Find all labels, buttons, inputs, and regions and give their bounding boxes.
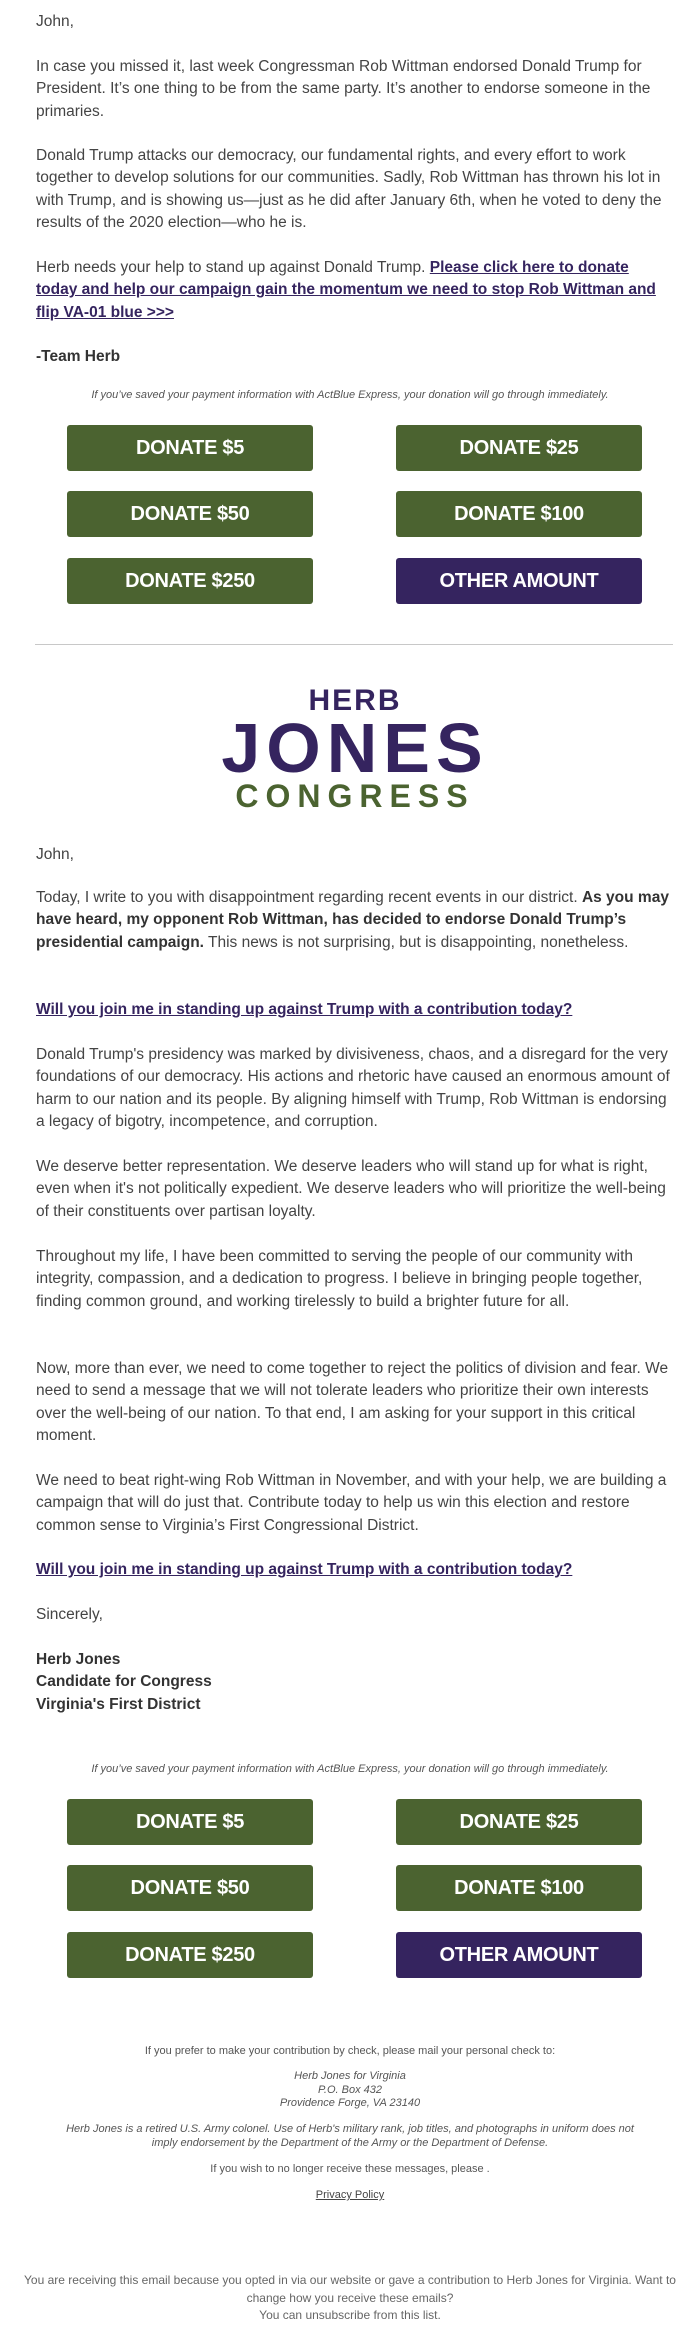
letter-paragraph-6: We need to beat right-wing Rob Wittman in November, and with your help, we are building a campaign that will do just that. Contribute today to help us win this election and restore common sense to Virginia’s First Congressional District. — [36, 1472, 667, 1534]
other-amount-button[interactable]: OTHER AMOUNT — [396, 1932, 642, 1978]
logo-jones: JONES — [221, 709, 489, 787]
donate-250-button[interactable]: DONATE $250 — [67, 558, 313, 604]
donate-5-button[interactable]: DONATE $5 — [67, 1799, 313, 1845]
signature-title: Candidate for Congress — [36, 1673, 212, 1691]
optin-text: You are receiving this email because you opted in via our website or gave a contribution to Herb Jones for Virginia. Want to change how you receive these emails? — [24, 2273, 676, 2305]
p1-bold: As you may have heard, my opponent Rob Wittman, has decided to endorse Donald Trump’s presidential campaign. — [36, 889, 669, 951]
privacy-policy-link[interactable]: Privacy Policy — [315, 2189, 385, 2201]
actblue-note-2: If you’ve saved your payment information with ActBlue Express, your donation will go through immediately. — [91, 1763, 609, 1775]
letter-paragraph-2: Donald Trump's presidency was marked by divisiveness, chaos, and a disregard for the very foundations of our democracy. His actions and rhetoric have caused an enormous amount of harm to our nation and its people. By aligning himself with Trump, Rob Wittman is endorsing a legacy of bigotry, incompetence, and corruption. — [36, 1046, 670, 1130]
donate-50-button[interactable]: DONATE $50 — [67, 491, 313, 537]
p1-tail: This news is not surprising, but is disappointing, nonetheless. — [203, 933, 629, 951]
signature-district: Virginia's First District — [36, 1695, 201, 1713]
actblue-note: If you’ve saved your payment information with ActBlue Express, your donation will go through immediately. — [91, 389, 609, 401]
optin-footer — [20, 2272, 680, 2325]
unsubscribe-line[interactable]: You can unsubscribe from this list. — [259, 2308, 441, 2322]
intro-text: Herb needs your help to stand up against Donald Trump. — [36, 259, 430, 276]
campaign-logo — [220, 684, 490, 814]
letter-paragraph-1 — [36, 887, 672, 954]
letter-paragraph-4: Throughout my life, I have been committed to serving the people of our community with integrity, compassion, and a dedication to progress. I believe in bringing people together, finding common ground, and working tirelessly to build a brighter future for all. — [36, 1248, 643, 1310]
letter-paragraph-5: Now, more than ever, we need to come together to reject the politics of division and fear. We need to send a message that we will not tolerate leaders who prioritize their own interests over the well-being of our nation. To that end, I am asking for your support in this critical moment. — [36, 1360, 669, 1444]
donate-250-button[interactable]: DONATE $250 — [67, 1932, 313, 1978]
privacy-policy-paragraph — [0, 2189, 700, 2203]
cta-paragraph-1 — [36, 999, 672, 1021]
donate-100-button[interactable]: DONATE $100 — [396, 1865, 642, 1911]
signoff: -Team Herb — [36, 348, 121, 365]
intro-paragraph-3 — [36, 257, 672, 324]
signature — [36, 1649, 672, 1716]
donate-5-button[interactable]: DONATE $5 — [67, 425, 313, 471]
check-instructions: If you prefer to make your contribution by check, please mail your personal check to: — [144, 2045, 556, 2057]
cta-link-2[interactable]: Will you join me in standing up against Trump with a contribution today? — [36, 1561, 573, 1578]
logo-congress: CONGRESS — [235, 778, 475, 814]
letter-paragraph-3: We deserve better representation. We deserve leaders who will stand up for what is right, even when it's not politically expedient. We deserve leaders who will prioritize the well-being of their constituents over partisan loyalty. — [36, 1158, 666, 1220]
logo-herb: HERB — [308, 684, 402, 717]
address-line: Herb Jones for Virginia — [294, 2070, 406, 2082]
cta-link-1[interactable]: Will you join me in standing up against Trump with a contribution today? — [36, 1001, 573, 1018]
mailing-address — [0, 2070, 700, 2111]
donate-25-button[interactable]: DONATE $25 — [396, 425, 642, 471]
intro-paragraph-1: In case you missed it, last week Congressman Rob Wittman endorsed Donald Trump for President. It’s one thing to be from the same party. It’s another to endorse someone in the primaries. — [36, 58, 651, 120]
cta-paragraph-2 — [36, 1559, 672, 1581]
donate-25-button[interactable]: DONATE $25 — [396, 1799, 642, 1845]
divider — [35, 644, 673, 645]
donate-link[interactable]: Please click here to donate today and help our campaign gain the momentum we need to stop Rob Wittman and flip VA-01 blue >>> — [36, 259, 656, 321]
other-amount-button[interactable]: OTHER AMOUNT — [396, 558, 642, 604]
p1-text: Today, I write to you with disappointment regarding recent events in our district. — [36, 889, 582, 906]
greeting: John, — [36, 13, 74, 30]
unsubscribe-note: If you wish to no longer receive these messages, please . — [210, 2163, 490, 2175]
letter-greeting: John, — [36, 846, 74, 863]
signature-name: Herb Jones — [36, 1651, 121, 1668]
address-line: Providence Forge, VA 23140 — [279, 2097, 421, 2109]
closing: Sincerely, — [36, 1606, 103, 1623]
donate-50-button[interactable]: DONATE $50 — [67, 1865, 313, 1911]
intro-paragraph-2: Donald Trump attacks our democracy, our fundamental rights, and every effort to work together to develop solutions for our communities. Sadly, Rob Wittman has thrown his lot in with Trump, and is showing us—just as he did after January 6th, when he voted to deny the results of the 2020 election—who he is. — [36, 147, 662, 231]
donate-100-button[interactable]: DONATE $100 — [396, 491, 642, 537]
military-disclaimer: Herb Jones is a retired U.S. Army colonel. Use of Herb's military rank, job titles, and photographs in uniform does not imply endorsement by the Department of the Army or the Department of Defense. — [66, 2123, 634, 2149]
address-line: P.O. Box 432 — [317, 2083, 382, 2096]
